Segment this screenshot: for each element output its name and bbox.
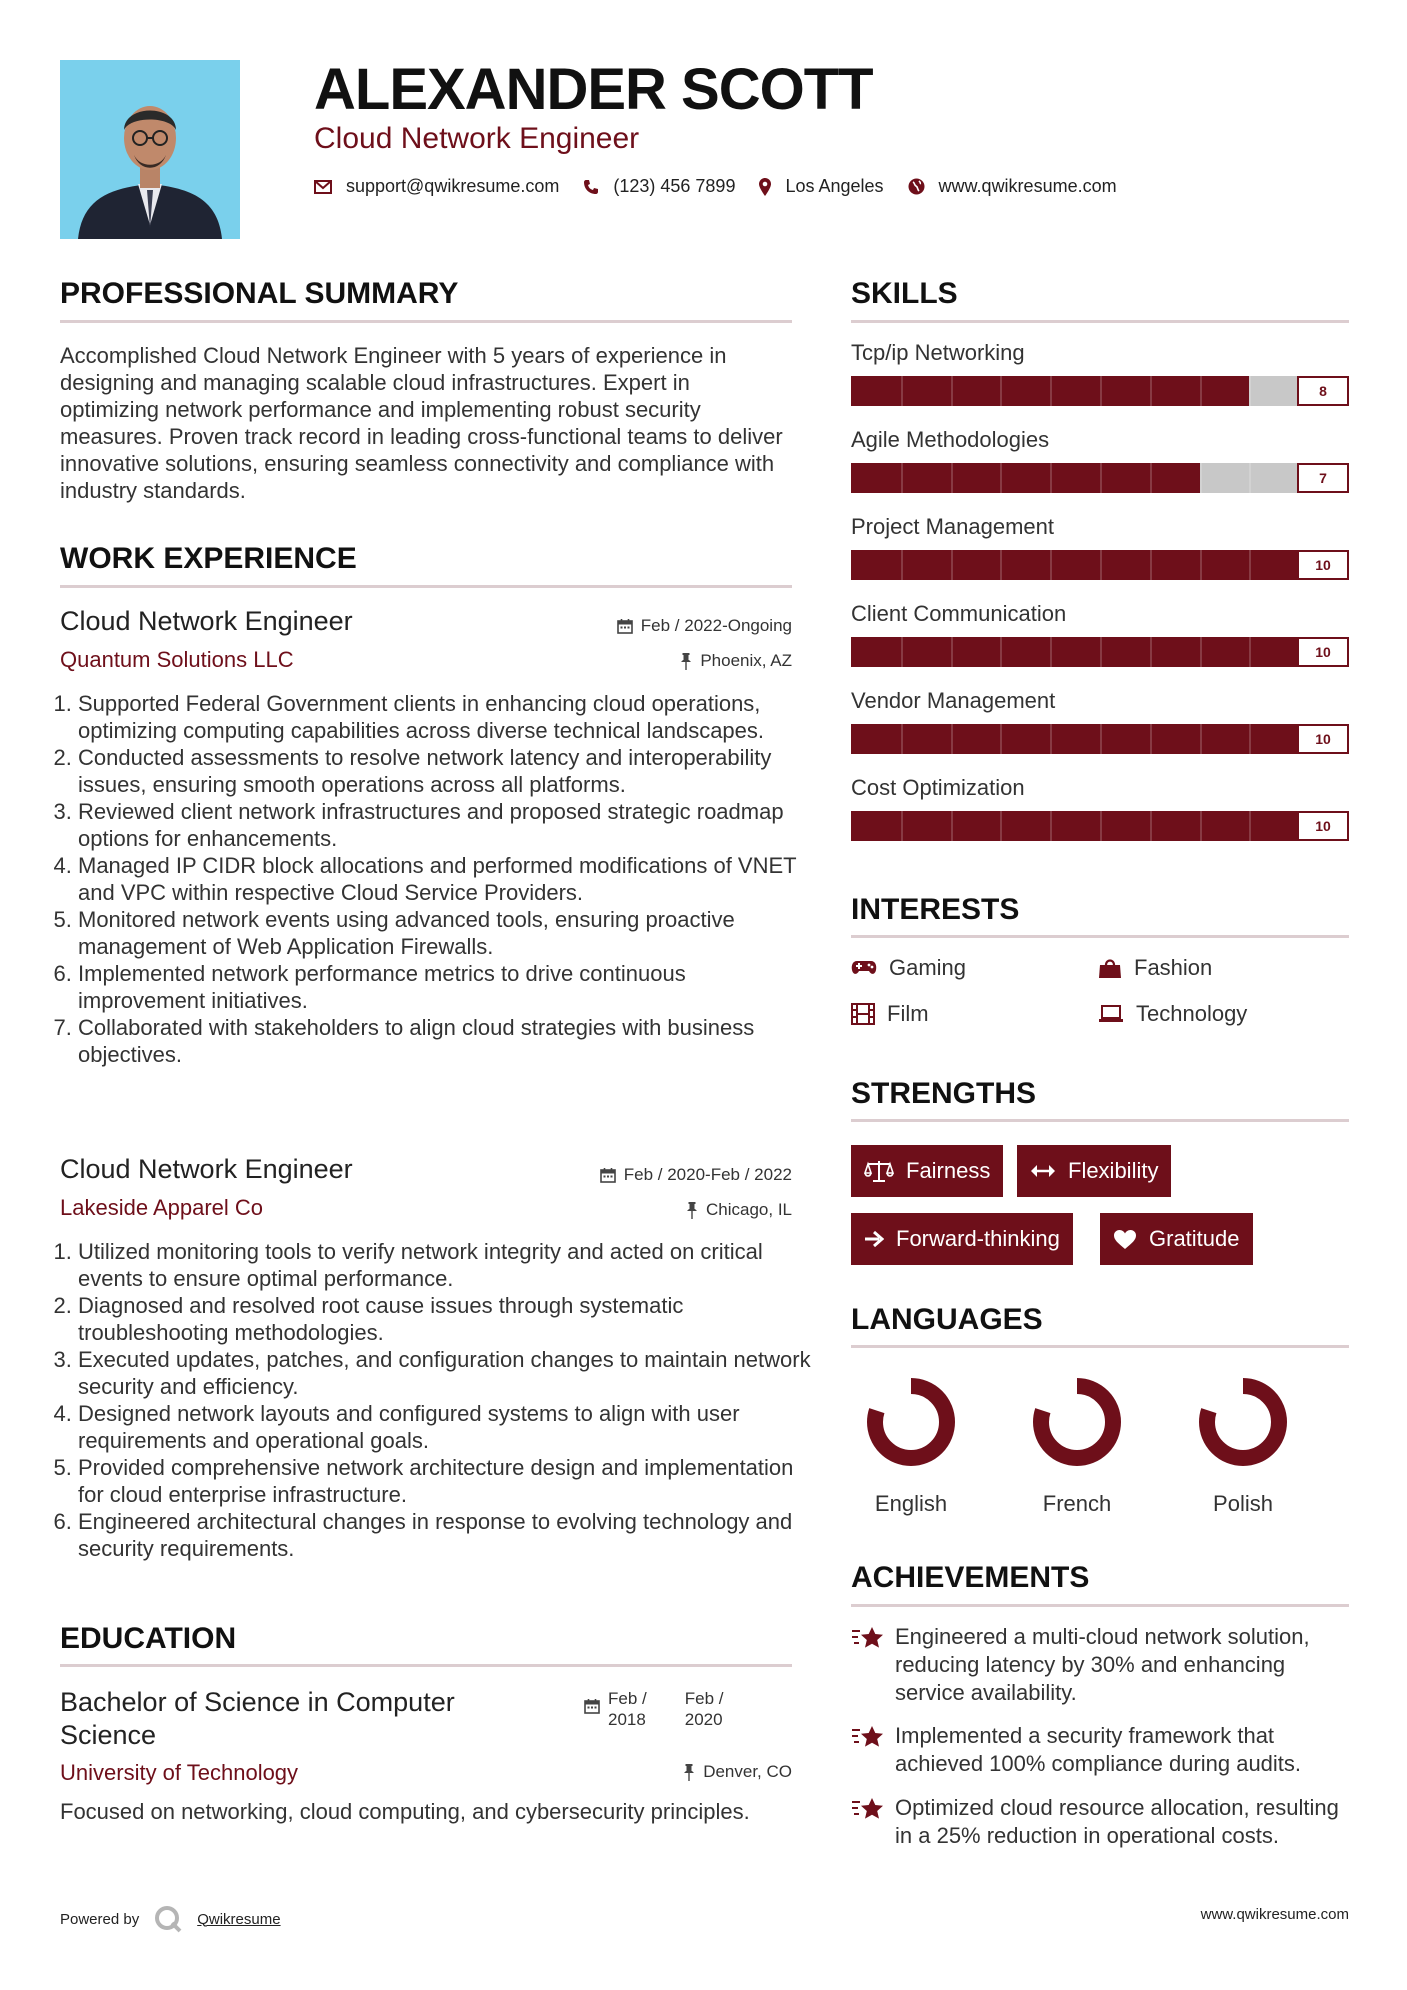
skill-bar-segment [1249,463,1251,493]
achievements-divider [851,1604,1349,1607]
language-ring [1183,1370,1303,1474]
skill-label: Cost Optimization [851,775,1025,800]
candidate-name: ALEXANDER SCOTT [314,57,873,122]
summary-heading: PROFESSIONAL SUMMARY [60,277,459,310]
interest-label: Technology [1136,1001,1248,1026]
skill-level-badge: 10 [1297,724,1349,754]
skill-bar-segment [951,811,953,841]
globe-icon [908,178,925,195]
interest-item-film [851,1001,929,1027]
skill-bar-segment [951,637,953,667]
skill-bar-segment [1200,637,1202,667]
skill-bar-segment [901,550,903,580]
contact-email[interactable]: support@qwikresume.com [346,176,560,196]
skill-bar-segment [1100,724,1102,754]
calendar-icon [600,1167,616,1183]
arrows-horizontal-icon [1030,1164,1056,1178]
education-end [685,1688,724,1730]
skill-bar-segment [901,724,903,754]
calendar-icon [584,1698,600,1714]
pushpin-icon [680,653,692,670]
contact-website[interactable]: www.qwikresume.com [938,176,1117,196]
skill-bar-segment [1050,463,1052,493]
skill-bar-segment [1100,550,1102,580]
achievement-marker [851,1625,875,1656]
language-ring [851,1370,971,1474]
skill-bar-segment [951,550,953,580]
star-award-icon [851,1625,885,1651]
skill-bar-segment [901,463,903,493]
interests-heading: INTERESTS [851,893,1020,926]
skill-bar-segment [901,637,903,667]
language-label: Polish [1213,1491,1273,1516]
list-item: 4. Designed network layouts and configured systems to align with user requirements and operational goals. [78,1400,818,1454]
skills-heading: SKILLS [851,277,958,310]
skill-bar-segment [1249,811,1251,841]
skill-row [851,340,1349,406]
skill-bar-segment [1050,724,1052,754]
strength-label: Forward-thinking [896,1226,1060,1251]
skill-bar-segment [1100,376,1102,406]
interest-item-technology [1098,1001,1247,1027]
job-location-text: Chicago, IL [706,1200,792,1219]
skill-bar-segment [1050,550,1052,580]
skill-bar-segment [1000,811,1002,841]
language-item [1017,1370,1137,1517]
skill-level-bar [851,550,1349,580]
contact-bar [314,176,1141,197]
achievement-item: Engineered a multi-cloud network solution, reducing latency by 30% and enhancing service availability. [895,1624,1310,1705]
star-award-icon [851,1796,885,1822]
job-bullets [60,1238,818,1562]
job-dates [500,616,792,636]
skill-bar-segment [1150,376,1152,406]
skill-bar-segment [1200,550,1202,580]
experience-divider [60,585,792,588]
interest-label: Fashion [1134,955,1213,980]
language-item [1183,1370,1303,1517]
achievement-item: Optimized cloud resource allocation, resulting in a 25% reduction in operational costs. [895,1795,1339,1848]
degree-title: Bachelor of Science in Computer Science [60,1687,455,1750]
shopping-bag-icon [1098,957,1122,979]
strength-tag-fairness [851,1145,1003,1197]
job-location-text: Phoenix, AZ [700,651,792,670]
film-icon [851,1003,875,1025]
footer-powered [60,1904,281,1934]
achievement-marker [851,1724,875,1755]
language-ring [1017,1370,1137,1474]
languages-heading: LANGUAGES [851,1303,1043,1336]
summary-divider [60,320,792,323]
start-year: 2018 [608,1710,646,1729]
skill-bar-segment [1100,463,1102,493]
list-item: 3. Reviewed client network infrastructures and proposed strategic roadmap options for enhancements. [78,798,818,852]
achievements-heading: ACHIEVEMENTS [851,1561,1090,1594]
skill-bar-segment [1249,637,1251,667]
interest-item-fashion [1098,955,1212,981]
list-item: 5. Provided comprehensive network architecture design and implementation for cloud enterprise infrastructure. [78,1454,818,1508]
scale-icon [864,1160,894,1182]
list-item: 1. Utilized monitoring tools to verify network integrity and acted on critical events to ensure optimal performance. [78,1238,818,1292]
star-award-icon [851,1724,885,1750]
end-month: Feb / [684,1689,724,1708]
education-location-text: Denver, CO [703,1762,792,1781]
skill-label: Vendor Management [851,688,1056,713]
list-item: 1. Supported Federal Government clients in enhancing cloud operations, optimizing computing capabilities across diverse technical landscapes. [78,690,818,744]
profile-photo [60,60,240,239]
skill-bar-segment [1150,811,1152,841]
skill-bar-segment [1000,637,1002,667]
education-location [500,1762,792,1782]
skill-bar-segment [1000,463,1002,493]
language-item [851,1370,971,1517]
skill-row [851,775,1349,841]
job-title: Cloud Network Engineer [60,606,353,636]
skill-bar-segment [1150,724,1152,754]
strengths-heading: STRENGTHS [851,1077,1037,1110]
job-title: Cloud Network Engineer [60,1154,353,1184]
skill-label: Tcp/ip Networking [851,340,1025,365]
contact-location: Los Angeles [785,176,884,196]
powered-by-label: Powered by [60,1910,140,1928]
job-location [500,651,792,671]
skill-bar-segment [1150,550,1152,580]
person-portrait-icon [60,60,240,239]
skill-bar-segment [1050,811,1052,841]
skill-bar-segment [1200,724,1202,754]
skill-level-bar [851,376,1349,406]
list-item: 2. Conducted assessments to resolve network latency and interoperability issues, ensuring smooth operations across all platforms. [78,744,818,798]
education-start [608,1688,647,1730]
skill-level-fill [851,463,1200,493]
calendar-icon [617,618,633,634]
achievement-item: Implemented a security framework that achieved 100% compliance during audits. [895,1723,1302,1776]
interest-label: Gaming [889,955,967,980]
skills-divider [851,320,1349,323]
education-dates [584,1688,724,1730]
list-item: 5. Monitored network events using advanced tools, ensuring proactive management of Web Application Firewalls. [78,906,818,960]
skill-level-badge: 10 [1297,637,1349,667]
strength-tag-gratitude [1100,1213,1253,1265]
brand-link[interactable]: Qwikresume [197,1910,281,1928]
interest-item-gaming [851,955,966,981]
skill-bar-segment [901,376,903,406]
skill-level-badge: 10 [1297,550,1349,580]
achievement-marker [851,1796,875,1827]
map-pin-icon [759,178,771,196]
list-item: 2. Diagnosed and resolved root cause issues through systematic troubleshooting methodologies. [78,1292,818,1346]
skill-bar-segment [1100,811,1102,841]
skill-bar-segment [1200,463,1202,493]
interests-divider [851,935,1349,938]
skill-row [851,427,1349,493]
job-dates [500,1165,792,1185]
skill-bar-segment [951,376,953,406]
languages-list [851,1370,1349,1520]
skill-bar-segment [1050,637,1052,667]
phone-icon [583,179,599,195]
pushpin-icon [686,1202,698,1219]
skill-bar-segment [1200,811,1202,841]
strength-tag-flexibility [1017,1145,1171,1197]
footer-site[interactable]: www.qwikresume.com [1200,1906,1349,1923]
skill-row [851,601,1349,667]
skill-bar-segment [1200,376,1202,406]
skill-bar-segment [951,463,953,493]
interest-label: Film [887,1001,929,1026]
skill-level-badge: 10 [1297,811,1349,841]
education-divider [60,1664,792,1667]
skill-label: Project Management [851,514,1054,539]
skill-bar-segment [1000,550,1002,580]
skill-level-bar [851,637,1349,667]
arrow-right-icon [864,1230,884,1248]
strengths-divider [851,1119,1349,1122]
school-name: University of Technology [60,1760,299,1785]
contact-phone[interactable]: (123) 456 7899 [613,176,736,196]
skill-level-bar [851,463,1349,493]
education-heading: EDUCATION [60,1622,237,1655]
skill-bar-segment [1249,550,1251,580]
laptop-icon [1098,1005,1124,1023]
skill-bar-segment [901,811,903,841]
start-month: Feb / [608,1689,647,1708]
language-label: English [874,1491,948,1516]
skill-bar-segment [1150,637,1152,667]
qwikresume-logo-icon [153,1904,183,1934]
skill-level-bar [851,724,1349,754]
list-item: 3. Executed updates, patches, and configuration changes to maintain network security and efficiency. [78,1346,818,1400]
job-dates-text: Feb / 2022-Ongoing [640,616,792,635]
strength-label: Fairness [906,1158,991,1183]
list-item: 7. Collaborated with stakeholders to align cloud strategies with business objectives. [78,1014,818,1068]
skill-level-badge: 7 [1297,463,1349,493]
skill-bar-segment [1100,637,1102,667]
skill-bar-segment [1249,376,1251,406]
experience-heading: WORK EXPERIENCE [60,542,357,575]
list-item: 6. Implemented network performance metrics to drive continuous improvement initiatives. [78,960,818,1014]
skill-label: Agile Methodologies [851,427,1050,452]
skill-label: Client Communication [851,601,1067,626]
skill-row [851,688,1349,754]
skill-bar-segment [951,724,953,754]
strength-tag-forward-thinking [851,1213,1073,1265]
gamepad-icon [851,960,877,976]
skill-bar-segment [1050,376,1052,406]
skill-bar-segment [1000,376,1002,406]
education-description: Focused on networking, cloud computing, and cybersecurity principles. [60,1799,750,1824]
envelope-icon [314,180,332,194]
strength-label: Gratitude [1149,1226,1240,1251]
list-item: 4. Managed IP CIDR block allocations and performed modifications of VNET and VPC within respective Cloud Service Providers. [78,852,818,906]
company-name: Quantum Solutions LLC [60,647,294,672]
languages-divider [851,1345,1349,1348]
summary-text: Accomplished Cloud Network Engineer with 5 years of experience in designing and managing scalable cloud infrastructures. Expert in optimizing network performance and implementing robust security measures. Proven track record in leading cross-functional teams to deliver innovative solutions, ensuring seamless connectivity and compliance with industry standards. [60,343,783,503]
skill-bar-segment [1249,724,1251,754]
skill-bar-segment [1150,463,1152,493]
job-location [500,1200,792,1220]
job-bullets [60,690,818,1068]
skill-level-bar [851,811,1349,841]
end-year: 2020 [684,1710,723,1729]
company-name: Lakeside Apparel Co [60,1195,264,1220]
candidate-title: Cloud Network Engineer [314,122,640,155]
skill-bar-segment [1000,724,1002,754]
list-item: 6. Engineered architectural changes in response to evolving technology and security requirements. [78,1508,818,1562]
pushpin-icon [683,1764,695,1781]
heart-icon [1113,1229,1137,1250]
language-label: French [1042,1491,1112,1516]
skill-level-badge: 8 [1297,376,1349,406]
strength-label: Flexibility [1068,1158,1159,1183]
skill-row [851,514,1349,580]
job-dates-text: Feb / 2020-Feb / 2022 [623,1165,792,1184]
